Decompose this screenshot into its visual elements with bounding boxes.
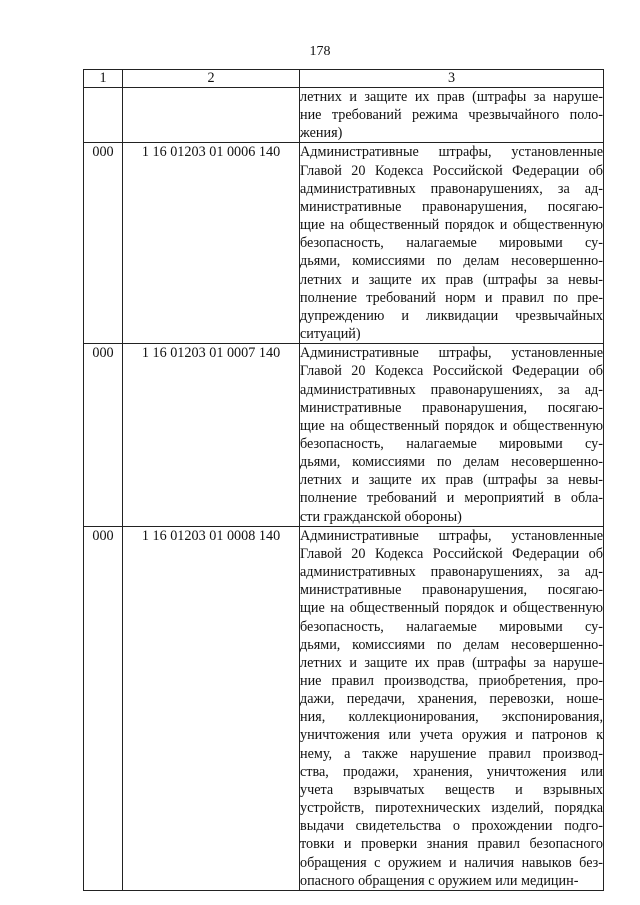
row-prefix-cell: 000 bbox=[84, 143, 123, 344]
description-line: министративные правонарушения, посягаю- bbox=[300, 198, 603, 215]
description-line: летних и защите их прав (штрафы за наруше- bbox=[300, 654, 603, 671]
description-line: дажи, передачи, хранения, перевозки, ноше- bbox=[300, 691, 603, 708]
row-description-cell bbox=[300, 526, 604, 890]
description-line: летних и защите их прав (штрафы за невы- bbox=[300, 271, 603, 288]
description-line: уничтожения или учета оружия и патронов к bbox=[300, 727, 603, 744]
header-col3: 3 bbox=[300, 70, 604, 88]
description-line: министративные правонарушения, посягаю- bbox=[300, 582, 603, 599]
row-code-cell bbox=[123, 88, 300, 143]
description-line: дьями, комиссиями по делам несовершенно- bbox=[300, 454, 603, 471]
row-prefix-cell: 000 bbox=[84, 344, 123, 527]
description-line: нему, а также нарушение правил производ- bbox=[300, 745, 603, 762]
description-line: ния, коллекционирования, экспонирования, bbox=[300, 709, 603, 726]
table-row bbox=[84, 344, 604, 527]
description-line: ситуаций) bbox=[300, 326, 361, 343]
table-row bbox=[84, 88, 604, 143]
page-number: 178 bbox=[309, 44, 331, 59]
description-line: ние требований режима чрезвычайного поло- bbox=[300, 107, 603, 124]
codes-table bbox=[83, 69, 604, 891]
description-line: полнение требований норм и правил по пре- bbox=[300, 289, 603, 306]
description-line: ние правил производства, приобретения, про- bbox=[300, 673, 603, 689]
description-line: безопасность, налагаемые мировыми су- bbox=[300, 235, 603, 252]
header-col2: 2 bbox=[123, 70, 300, 88]
row-code-cell: 1 16 01203 01 0007 140 bbox=[123, 344, 300, 527]
description-line: жения) bbox=[300, 125, 343, 142]
description-line: устройств, пиротехнических изделий, порядка bbox=[300, 800, 603, 817]
description-line: опасного обращения с оружием или медицин- bbox=[300, 872, 579, 889]
description-line: щие на общественный порядок и общественную bbox=[300, 217, 603, 234]
description-line: летних и защите их прав (штрафы за наруше- bbox=[300, 89, 603, 105]
description-line: административных правонарушениях, за ад- bbox=[300, 381, 603, 398]
description-line: ства, продажи, хранения, уничтожения или bbox=[300, 763, 603, 780]
row-prefix-cell: 000 bbox=[84, 526, 123, 890]
description-line: дьями, комиссиями по делам несовершенно- bbox=[300, 253, 603, 270]
row-description-cell bbox=[300, 344, 604, 527]
description-line: выдачи свидетельства о прохождении подго- bbox=[300, 818, 603, 835]
description-line: безопасность, налагаемые мировыми су- bbox=[300, 618, 603, 635]
description-line: Главой 20 Кодекса Российской Федерации об bbox=[300, 162, 603, 179]
description-line: Административные штрафы, установленные bbox=[300, 144, 603, 161]
description-line: административных правонарушениях, за ад- bbox=[300, 180, 603, 197]
description-line: щие на общественный порядок и общественную bbox=[300, 417, 603, 434]
description-line: учета взрывчатых веществ и взрывных bbox=[300, 781, 603, 798]
description-line: щие на общественный порядок и общественную bbox=[300, 600, 603, 617]
description-line: министративные правонарушения, посягаю- bbox=[300, 399, 603, 416]
description-line: Административные штрафы, установленные bbox=[300, 527, 603, 544]
row-code-cell: 1 16 01203 01 0008 140 bbox=[123, 526, 300, 890]
description-line: дупреждению и ликвидации чрезвычайных bbox=[300, 307, 603, 324]
table-row bbox=[84, 526, 604, 890]
row-prefix-cell bbox=[84, 88, 123, 143]
description-line: дьями, комиссиями по делам несовершенно- bbox=[300, 636, 603, 653]
description-line: безопасность, налагаемые мировыми су- bbox=[300, 435, 603, 452]
description-line: товки и проверки знания правил безопасного bbox=[300, 836, 603, 853]
table-header-row bbox=[84, 70, 604, 88]
description-line: Главой 20 Кодекса Российской Федерации об bbox=[300, 545, 603, 562]
row-description-cell bbox=[300, 143, 604, 344]
description-line: административных правонарушениях, за ад- bbox=[300, 564, 603, 581]
table-row bbox=[84, 143, 604, 344]
description-line: летних и защите их прав (штрафы за невы- bbox=[300, 472, 603, 489]
description-line: обращения с оружием и наличия навыков без- bbox=[300, 854, 603, 871]
row-code-cell: 1 16 01203 01 0006 140 bbox=[123, 143, 300, 344]
description-line: Административные штрафы, установленные bbox=[300, 345, 603, 362]
row-description-cell bbox=[300, 88, 604, 143]
description-line: Главой 20 Кодекса Российской Федерации об bbox=[300, 363, 603, 380]
description-line: сти гражданской обороны) bbox=[300, 508, 462, 525]
header-col1: 1 bbox=[84, 70, 123, 88]
description-line: полнение требований и мероприятий в обла- bbox=[300, 490, 603, 507]
